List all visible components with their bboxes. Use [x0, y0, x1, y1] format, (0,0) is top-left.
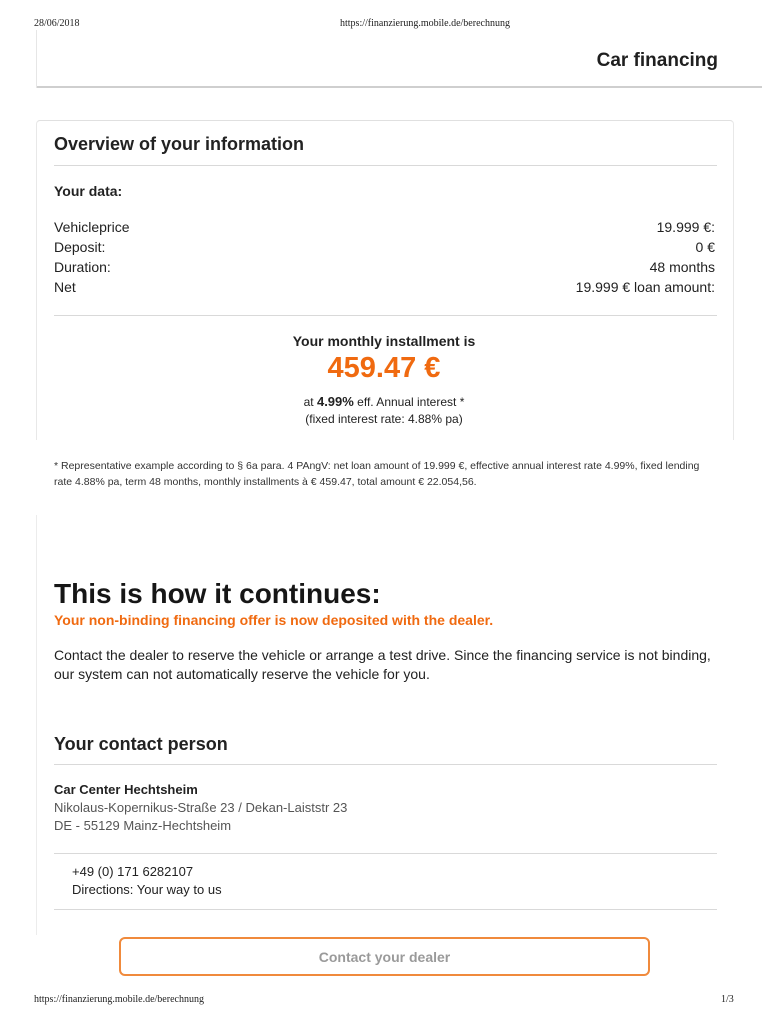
page-title: Car financing	[596, 50, 718, 71]
overview-title: Overview of your information	[54, 134, 305, 154]
print-date: 28/06/2018	[34, 18, 80, 29]
phone-divider	[54, 909, 717, 910]
dealer-address-line2: DE - 55129 Mainz-Hechtsheim	[54, 818, 232, 833]
duration-label: Duration:	[54, 259, 111, 275]
fixed-interest-rate: (fixed interest rate: 4.88% pa)	[305, 412, 463, 426]
deposit-label: Deposit:	[54, 239, 106, 255]
header-bar	[36, 30, 762, 88]
net-loan-label: Net	[54, 279, 76, 295]
vehicle-price-value: 19.999 €:	[656, 219, 715, 235]
net-loan-value: 19.999 € loan amount:	[575, 279, 715, 295]
data-divider	[54, 315, 717, 316]
print-footer-url: https://finanzierung.mobile.de/berechnung	[34, 994, 204, 1005]
header-left-edge	[36, 30, 37, 88]
section-left-edge	[36, 515, 37, 935]
monthly-installment-amount: 459.47 €	[327, 352, 441, 384]
vehicle-price-label: Vehicleprice	[54, 219, 130, 235]
continues-title: This is how it continues:	[54, 578, 381, 609]
overview-divider	[54, 165, 717, 166]
directions-link[interactable]: Directions: Your way to us	[72, 882, 222, 897]
duration-value: 48 months	[649, 259, 715, 275]
contact-dealer-button[interactable]: Contact your dealer	[119, 937, 650, 976]
your-data-label: Your data:	[54, 183, 123, 199]
print-url: https://finanzierung.mobile.de/berechnung	[340, 18, 510, 29]
dealer-phone-link[interactable]: +49 (0) 171 6282107	[72, 864, 194, 879]
print-page-number: 1/3	[721, 994, 734, 1005]
address-divider	[54, 853, 717, 854]
continues-text: Contact the dealer to reserve the vehicle or arrange a test drive. Since the financing service is not binding, our system can not automatically reserve the vehicle for you.	[54, 647, 711, 682]
contact-person-title: Your contact person	[54, 734, 228, 754]
interest-rate: 4.99%	[316, 394, 354, 409]
interest-suffix: eff. Annual interest *	[353, 395, 465, 409]
dealer-address-line1: Nikolaus-Kopernikus-Straße 23 / Dekan-Laiststr 23	[54, 800, 348, 815]
continues-subtitle: Your non-binding financing offer is now deposited with the dealer.	[54, 612, 494, 628]
representative-example-footnote: * Representative example according to § 6a para. 4 PAngV: net loan amount of 19.999 €, effective annual interest rate 4.99%, fixed lending rate 4.88% pa, term 48 months, monthly installments à € 459.47, total amount € 22.054,56.	[54, 460, 700, 488]
deposit-value: 0 €	[695, 239, 715, 255]
interest-prefix: at	[303, 395, 317, 409]
interest-line	[0, 394, 768, 409]
contact-divider	[54, 764, 717, 765]
dealer-name: Car Center Hechtsheim	[54, 782, 198, 797]
monthly-installment-label: Your monthly installment is	[292, 333, 476, 349]
